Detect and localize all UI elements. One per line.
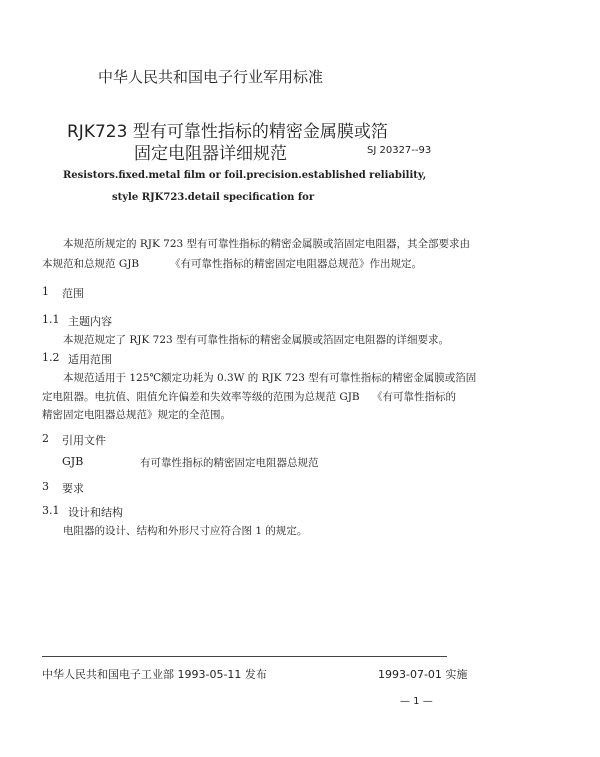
section-number: 3 [42, 480, 49, 493]
footer-divider [42, 656, 447, 657]
section-number: 1 [42, 285, 49, 298]
section-title: 引用文件 [62, 434, 106, 447]
section-number: 1.2 [42, 351, 60, 364]
intro-line1: 本规范所规定的 RJK 723 型有可靠性指标的精密金属膜或箔固定电阻器，其全部要求由 [63, 238, 471, 250]
section-number: 1.1 [42, 313, 60, 326]
standard-category: 中华人民共和国电子行业军用标准 [98, 68, 324, 86]
intro-line2-b: 《有可靠性指标的精密固定电阻器总规范》作出规定。 [170, 258, 422, 270]
page-number: — 1 — [400, 696, 433, 707]
intro-line2-a: 本规范和总规范 GJB [42, 258, 140, 270]
s1-2-line2-b: 《有可靠性指标的 [372, 391, 456, 403]
s3-1-text: 电阻器的设计、结构和外形尺寸应符合图 1 的规定。 [63, 525, 308, 537]
section-title: 设计和结构 [68, 506, 123, 519]
issuer: 中华人民共和国电子工业部 1993-05-11 发布 [42, 668, 267, 681]
s1-2-line3: 精密固定电阻器总规范》规定的全范围。 [42, 409, 231, 421]
english-title-line1: Resistors.fixed.metal film or foil.precision.established reliability, [63, 170, 427, 181]
standard-number: SJ 20327--93 [367, 145, 432, 156]
title-line1: RJK723 型有可靠性指标的精密金属膜或箔 [67, 122, 388, 142]
reference-title: 有可靠性指标的精密固定电阻器总规范 [140, 457, 319, 469]
section-title: 适用范围 [68, 353, 112, 366]
section-number: 2 [42, 432, 49, 445]
english-title-line2: style RJK723.detail specification for [112, 192, 315, 203]
section-title: 要求 [62, 482, 84, 495]
s1-2-line2-a: 定电阻器。电抗值、阻值允许偏差和失效率等级的范围为总规范 GJB [42, 391, 360, 403]
s1-2-line1: 本规范适用于 125℃额定功耗为 0.3W 的 RJK 723 型有可靠性指标的精密金属膜或箔固 [63, 372, 477, 384]
reference-code: GJB [62, 455, 84, 468]
effective-date: 1993-07-01 实施 [378, 668, 468, 681]
s1-1-text: 本规范规定了 RJK 723 型有可靠性指标的精密金属膜或箔固定电阻器的详细要求。 [63, 334, 450, 346]
section-title: 范围 [62, 287, 84, 300]
section-number: 3.1 [42, 504, 60, 517]
section-title: 主题内容 [68, 315, 112, 328]
title-line2: 固定电阻器详细规范 [134, 144, 287, 164]
